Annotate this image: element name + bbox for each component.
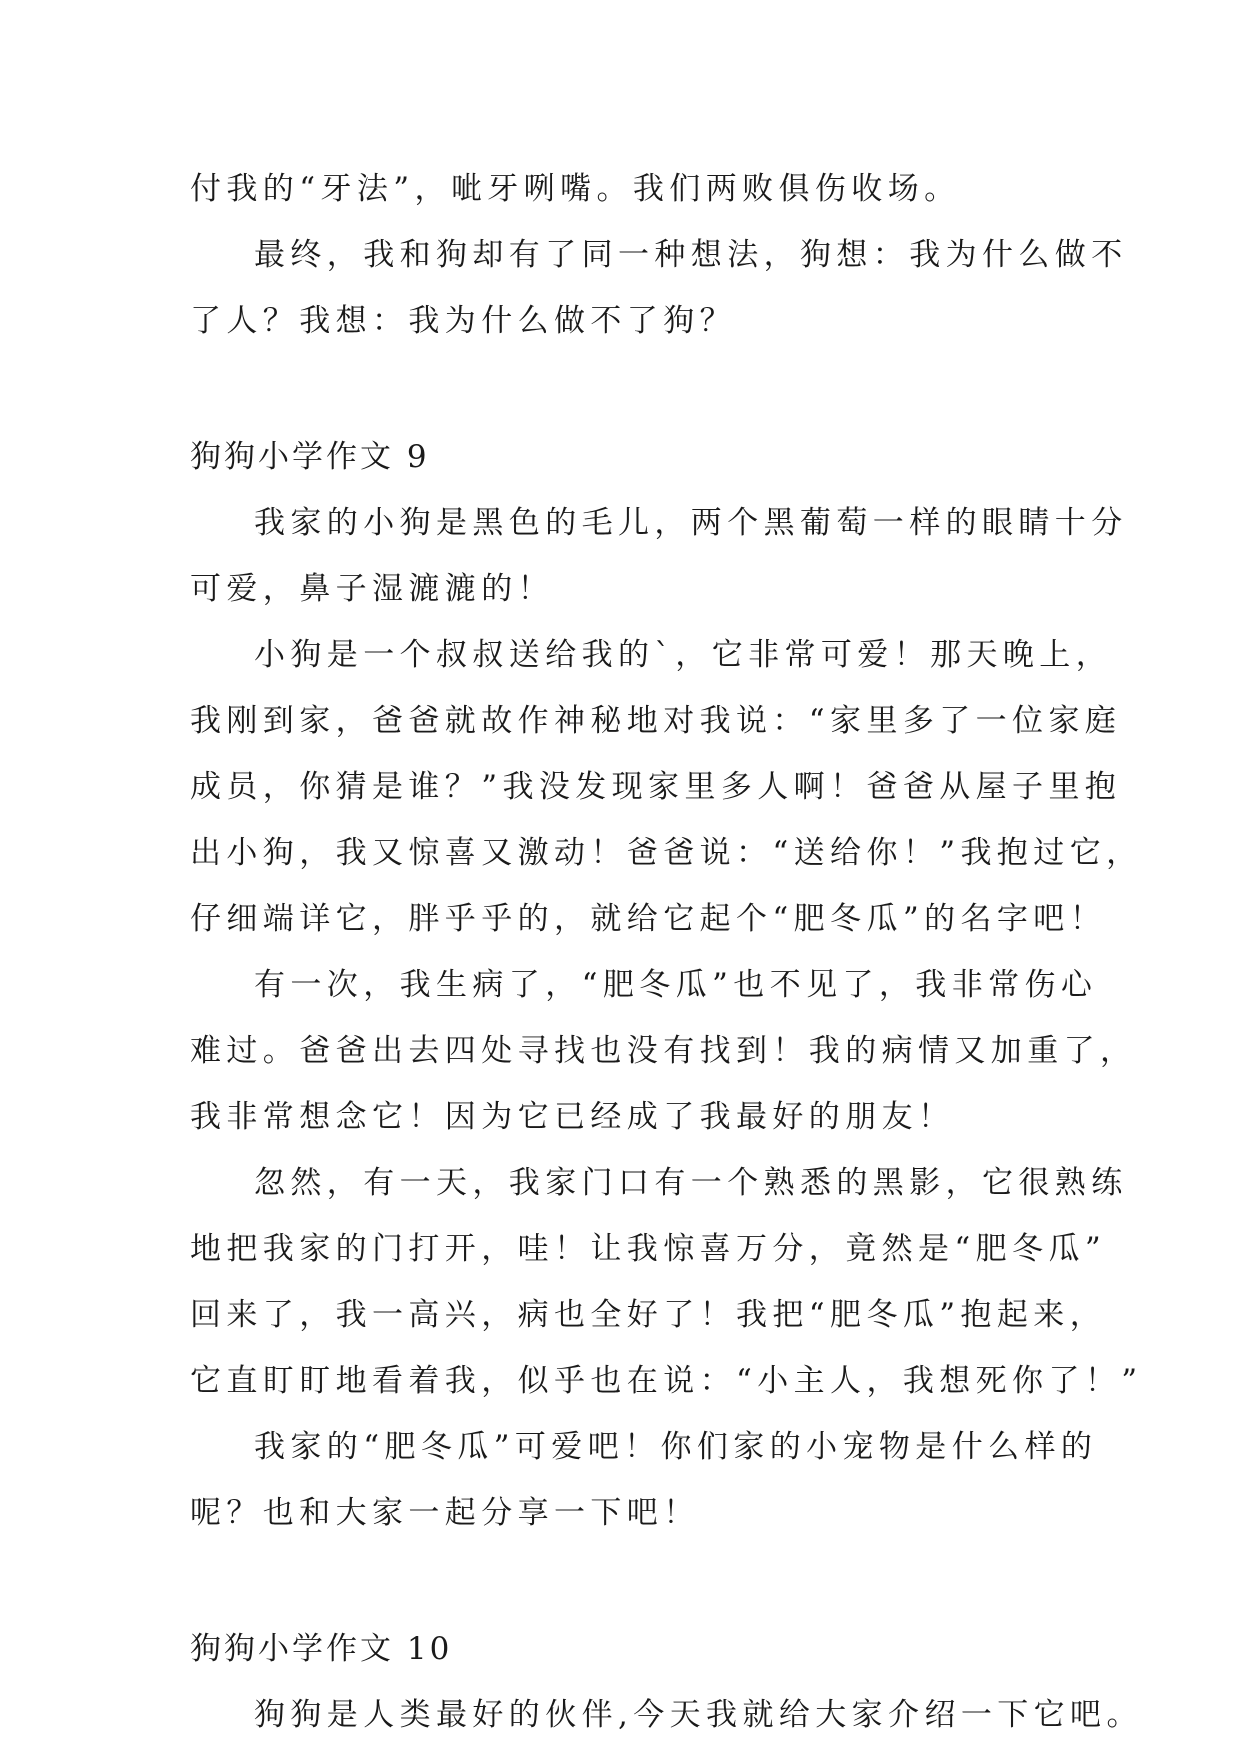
- paragraph-line: 付我的“牙法”，呲牙咧嘴。我们两败俱伤收场。: [190, 171, 961, 207]
- paragraph-line: 我家的小狗是黑色的毛儿，两个黑葡萄一样的眼睛十分: [254, 505, 1128, 541]
- paragraph-line: 回来了，我一高兴，病也全好了！我把“肥冬瓜”抱起来，: [190, 1297, 1107, 1333]
- paragraph-line: 狗狗是人类最好的伙伴,今天我就给大家介绍一下它吧。: [254, 1697, 1143, 1733]
- paragraph-line: 我刚到家，爸爸就故作神秘地对我说：“家里多了一位家庭: [190, 703, 1122, 739]
- paragraph-line: 我非常想念它！因为它已经成了我最好的朋友！: [190, 1099, 955, 1135]
- paragraph-line: 了人？我想：我为什么做不了狗？: [190, 303, 736, 339]
- paragraph-line: 地把我家的门打开，哇！让我惊喜万分，竟然是“肥冬瓜”: [190, 1231, 1107, 1267]
- paragraph-line: 可爱，鼻子湿漉漉的！: [190, 571, 554, 607]
- paragraph-line: 成员，你猜是谁？”我没发现家里多人啊！爸爸从屋子里抱: [190, 769, 1122, 805]
- paragraph-line: 我家的“肥冬瓜”可爱吧！你们家的小宠物是什么样的: [254, 1429, 1098, 1465]
- paragraph-line: 它直盯盯地看着我，似乎也在说：“小主人，我想死你了！”: [190, 1363, 1143, 1399]
- paragraph-line: 出小狗，我又惊喜又激动！爸爸说：“送给你！”我抱过它，: [190, 835, 1143, 871]
- paragraph-line: 忽然，有一天，我家门口有一个熟悉的黑影，它很熟练: [254, 1165, 1128, 1201]
- paragraph-line: 最终，我和狗却有了同一种想法，狗想：我为什么做不: [254, 237, 1128, 273]
- paragraph-line: 有一次，我生病了，“肥冬瓜”也不见了，我非常伤心: [254, 967, 1098, 1003]
- essay-heading: 狗狗小学作文 10: [190, 1631, 453, 1667]
- document-page: [190, 156, 1143, 1748]
- essay-heading: 狗狗小学作文 9: [190, 439, 430, 475]
- paragraph-line: 小狗是一个叔叔送给我的`，它非常可爱！那天晚上，: [254, 637, 1113, 673]
- paragraph-line: 难过。爸爸出去四处寻找也没有找到！我的病情又加重了，: [190, 1033, 1137, 1069]
- paragraph-line: 仔细端详它，胖乎乎的，就给它起个“肥冬瓜”的名字吧！: [190, 901, 1107, 937]
- section-gap: [190, 1546, 1050, 1616]
- paragraph-line: 呢？也和大家一起分享一下吧！: [190, 1495, 700, 1531]
- section-gap: [190, 354, 1050, 424]
